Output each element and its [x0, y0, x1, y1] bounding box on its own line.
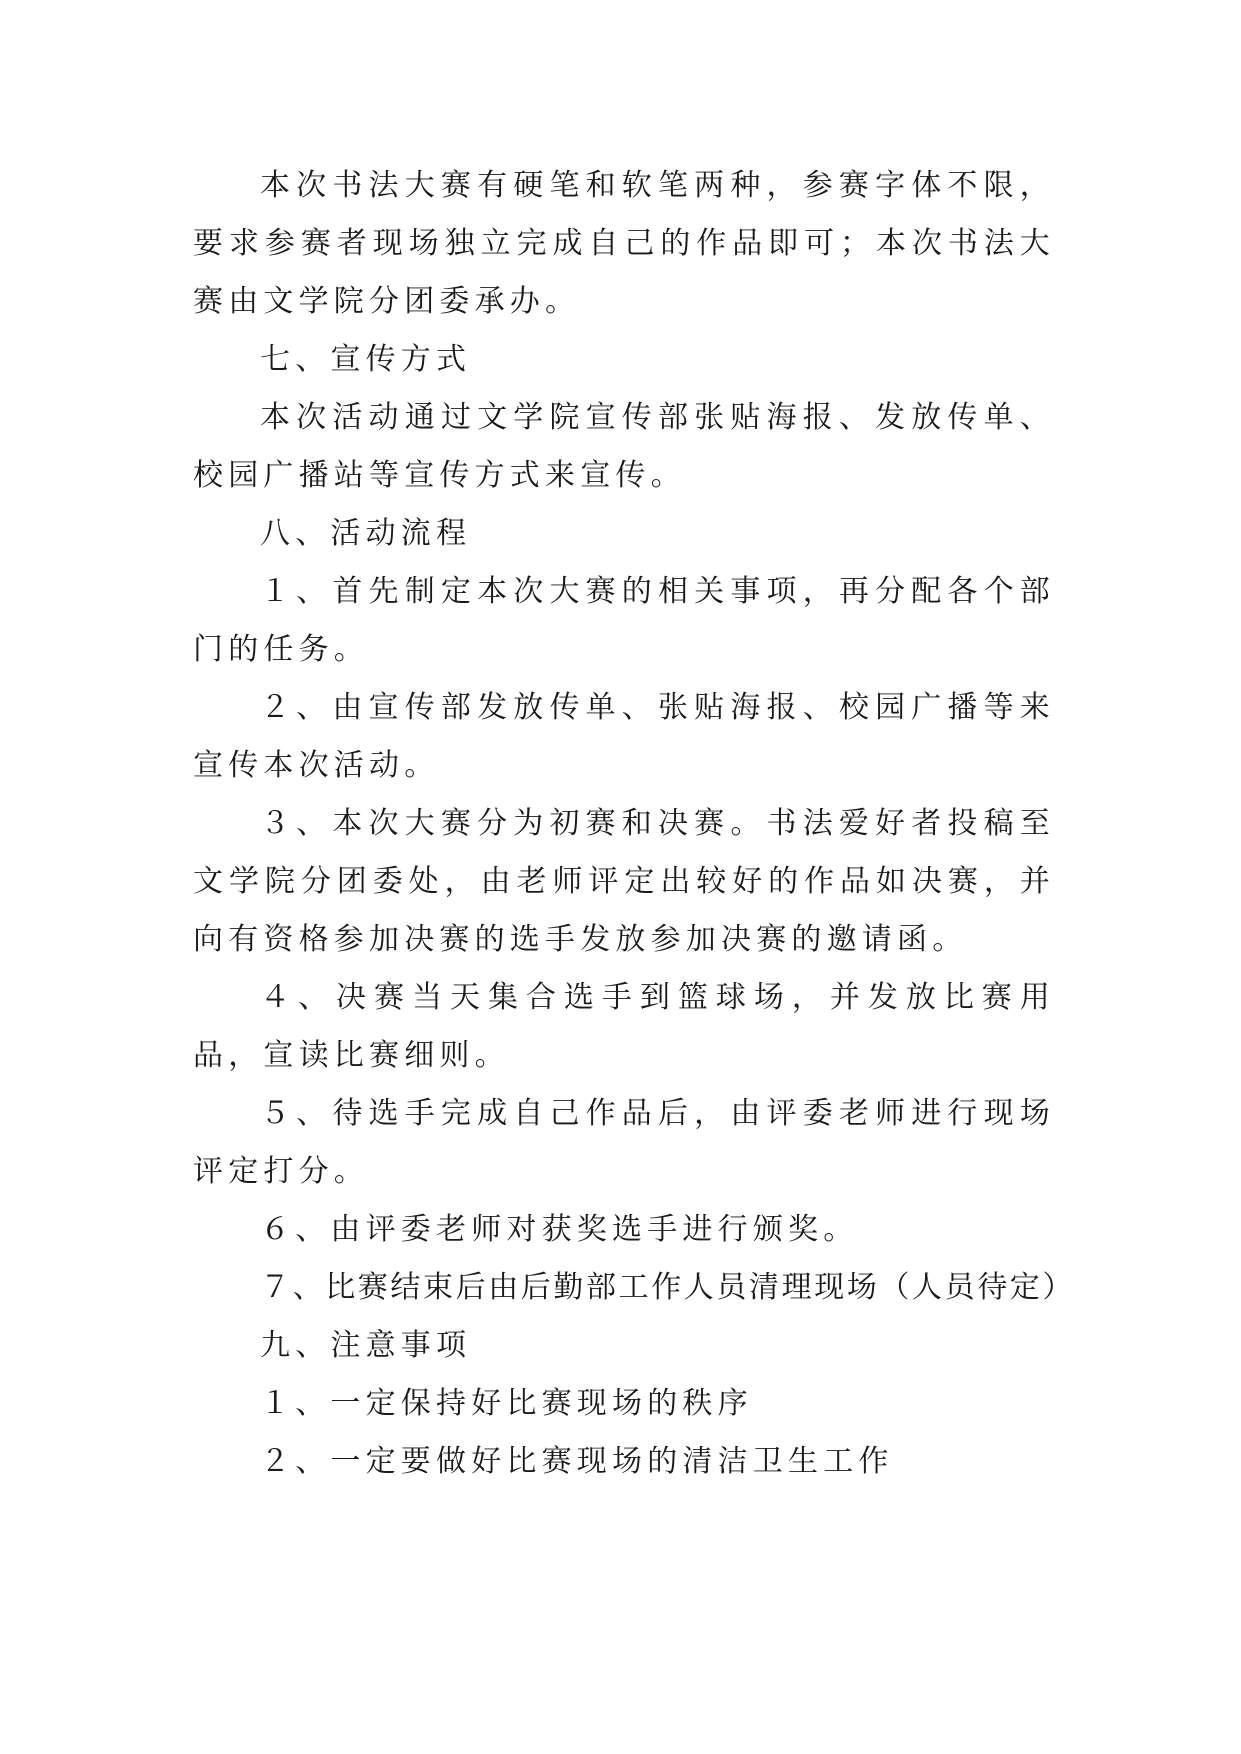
- note-item-2: ２、一定要做好比赛现场的清洁卫生工作: [260, 1444, 894, 1479]
- section-heading-process: 八、活动流程: [260, 516, 472, 551]
- process-step-5: ５、待选手完成自己作品后，由评委老师进行现场评定打分。: [193, 1096, 1055, 1189]
- section-heading-notes: 九、注意事项: [260, 1328, 472, 1363]
- process-step-2: ２、由宣传部发放传单、张贴海报、校园广播等来宣传本次活动。: [193, 690, 1055, 783]
- process-step-3: ３、本次大赛分为初赛和决赛。书法爱好者投稿至文学院分团委处，由老师评定出较好的作品如决赛，并向有资格参加决赛的选手发放参加决赛的邀请函。: [193, 806, 1055, 957]
- document-body: [193, 157, 1075, 1491]
- process-step-1: １、首先制定本次大赛的相关事项，再分配各个部门的任务。: [193, 574, 1055, 667]
- process-step-4: ４、决赛当天集合选手到篮球场，并发放比赛用品，宣读比赛细则。: [193, 980, 1055, 1073]
- paragraph-competition-description: 本次书法大赛有硬笔和软笔两种，参赛字体不限，要求参赛者现场独立完成自己的作品即可；本次书法大赛由文学院分团委承办。: [193, 168, 1055, 319]
- paragraph-publicity: 本次活动通过文学院宣传部张贴海报、发放传单、校园广播站等宣传方式来宣传。: [193, 400, 1055, 493]
- process-step-6: ６、由评委老师对获奖选手进行颁奖。: [260, 1212, 859, 1247]
- note-item-1: １、一定保持好比赛现场的秩序: [260, 1386, 753, 1421]
- section-heading-publicity: 七、宣传方式: [260, 342, 472, 377]
- process-step-7: ７、比赛结束后由后勤部工作人员清理现场（人员待定）: [260, 1270, 1075, 1305]
